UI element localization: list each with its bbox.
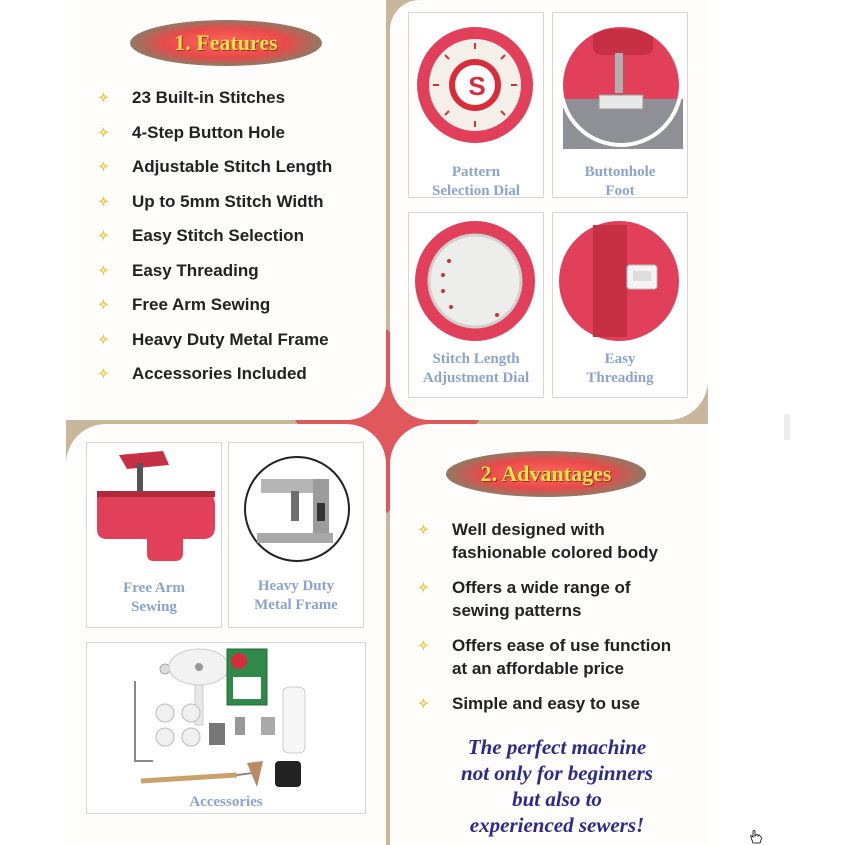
feature-item: ✧ Easy Threading xyxy=(98,260,259,280)
free-arm-image xyxy=(87,443,221,583)
advantage-item: ✧ Offers ease of use function at an affordable price xyxy=(418,636,672,678)
accessories-caption: Accessories xyxy=(189,794,263,810)
features-heading: 1. Features xyxy=(130,20,322,66)
diamond-bullet-icon: ✧ xyxy=(98,228,109,243)
features-list xyxy=(98,88,332,399)
diamond-bullet-icon: ✧ xyxy=(418,696,429,711)
advantage-item: ✧ Well designed with fashionable colored body xyxy=(418,520,658,562)
hand-cursor-icon xyxy=(748,830,764,844)
buttonhole-foot-card xyxy=(552,12,688,198)
easy-threading-card xyxy=(552,212,688,398)
feature-item: ✧ 23 Built-in Stitches xyxy=(98,88,286,107)
pattern-dial-card xyxy=(408,12,544,198)
stitch-length-card xyxy=(408,212,544,398)
diamond-bullet-icon: ✧ xyxy=(98,90,109,105)
free-arm-caption: Free Arm Sewing xyxy=(123,580,185,615)
free-arm-card xyxy=(86,442,222,628)
easy-threading-caption: Easy Threading xyxy=(586,351,654,386)
diamond-bullet-icon: ✧ xyxy=(418,522,429,537)
buttonhole-foot-image xyxy=(553,13,687,153)
feature-item: ✧ Adjustable Stitch Length xyxy=(98,157,333,176)
diamond-bullet-icon: ✧ xyxy=(98,124,109,140)
diamond-bullet-icon: ✧ xyxy=(98,297,109,312)
feature-item: ✧ Heavy Duty Metal Frame xyxy=(98,329,329,349)
scroll-indicator[interactable] xyxy=(784,414,790,440)
diamond-bullet-icon: ✧ xyxy=(98,193,109,209)
feature-item: ✧ Accessories Included xyxy=(98,364,307,383)
feature-item: ✧ Easy Stitch Selection xyxy=(98,226,304,245)
diamond-bullet-icon: ✧ xyxy=(98,262,109,278)
metal-frame-image xyxy=(229,443,363,583)
advantages-list xyxy=(418,518,698,715)
accessories-card xyxy=(86,642,366,814)
stitch-length-caption: Stitch Length Adjustment Dial xyxy=(422,351,530,386)
advantages-heading: 2. Advantages xyxy=(446,451,646,497)
dial-logo: S xyxy=(468,71,486,101)
stitch-length-dial-image xyxy=(409,213,543,353)
feature-item: ✧ Up to 5mm Stitch Width xyxy=(98,191,324,211)
easy-threading-image xyxy=(553,213,687,353)
accessories-image xyxy=(87,643,365,793)
product-infographic xyxy=(66,0,708,845)
advantage-item: ✧ Offers a wide range of sewing patterns xyxy=(418,578,631,620)
diamond-bullet-icon: ✧ xyxy=(418,638,429,653)
tagline: The perfect machine not only for beginners but also to experienced sewers! xyxy=(461,735,653,837)
buttonhole-foot-caption: Buttonhole Foot xyxy=(584,164,656,199)
diamond-bullet-icon: ✧ xyxy=(98,331,109,347)
metal-frame-card xyxy=(228,442,364,628)
diamond-bullet-icon: ✧ xyxy=(98,366,109,381)
diamond-bullet-icon: ✧ xyxy=(98,159,109,174)
feature-item: ✧ Free Arm Sewing xyxy=(98,295,271,314)
feature-item: ✧ 4-Step Button Hole xyxy=(98,122,285,142)
diamond-bullet-icon: ✧ xyxy=(418,580,429,595)
metal-frame-caption: Heavy Duty Metal Frame xyxy=(254,578,338,613)
pattern-dial-caption: Pattern Selection Dial xyxy=(432,164,520,199)
advantage-item: ✧ Simple and easy to use xyxy=(418,694,641,713)
